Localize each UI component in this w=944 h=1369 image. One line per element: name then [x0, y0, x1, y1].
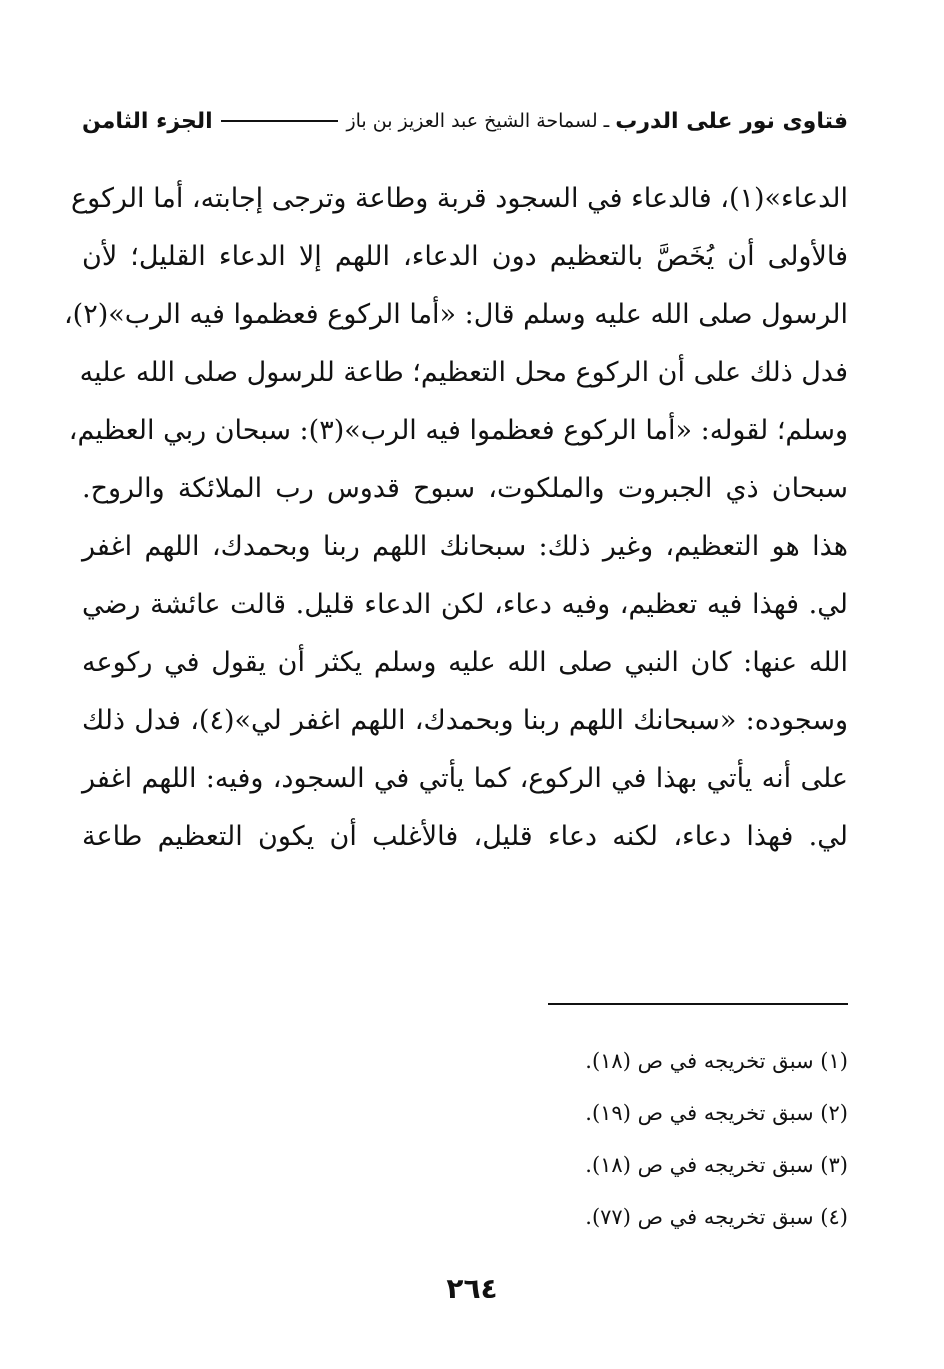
running-header	[82, 104, 848, 138]
footnote-item: (٣) سبق تخريجه في ص (١٨).	[585, 1153, 848, 1177]
text-line: سبحان ذي الجبروت والملكوت، سبوح قدوس رب الملائكة والروح.	[82, 473, 848, 504]
footnotes	[400, 1035, 848, 1243]
text-line: فدل ذلك على أن الركوع محل التعظيم؛ طاعة للرسول صلى الله عليه	[79, 357, 848, 388]
main-text	[63, 170, 848, 866]
text-line: فالأولى أن يُخَصَّ بالتعظيم دون الدعاء، اللهم إلا الدعاء القليل؛ لأن	[82, 241, 848, 272]
footnote-separator	[548, 1003, 848, 1005]
footnote-item: (٤) سبق تخريجه في ص (٧٧).	[585, 1205, 848, 1229]
text-line: لي. فهذا دعاء، لكنه دعاء قليل، فالأغلب أن يكون التعظيم طاعة	[82, 821, 848, 852]
text-line: الرسول صلى الله عليه وسلم قال: «أما الركوع فعظموا فيه الرب»(٢)،	[63, 299, 848, 330]
text-line: على أنه يأتي بهذا في الركوع، كما يأتي في السجود، وفيه: اللهم اغفر	[82, 763, 848, 794]
text-line: الله عنها: كان النبي صلى الله عليه وسلم يكثر أن يقول في ركوعه	[82, 647, 848, 678]
text-line: لي. فهذا فيه تعظيم، وفيه دعاء، لكن الدعاء قليل. قالت عائشة رضي	[82, 589, 848, 620]
volume-part: الجزء الثامن	[82, 108, 213, 134]
footnote-item: (٢) سبق تخريجه في ص (١٩).	[585, 1101, 848, 1125]
header-title-group	[346, 109, 848, 134]
text-line: هذا هو التعظيم، وغير ذلك: سبحانك اللهم ربنا وبحمدك، اللهم اغفر	[82, 531, 848, 562]
text-line: وسلم؛ لقوله: «أما الركوع فعظموا فيه الرب»(٣): سبحان ربي العظيم،	[68, 415, 848, 446]
header-rule	[221, 120, 339, 122]
series-title: فتاوى نور على الدرب	[615, 108, 848, 134]
footnote-item: (١) سبق تخريجه في ص (١٨).	[585, 1049, 848, 1073]
author-name: ـ لسماحة الشيخ عبد العزيز بن باز	[346, 110, 610, 132]
page-number: ٢٦٤	[446, 1272, 498, 1305]
text-line: وسجوده: «سبحانك اللهم ربنا وبحمدك، اللهم اغفر لي»(٤)، فدل ذلك	[82, 705, 848, 736]
text-line: الدعاء»(١)، فالدعاء في السجود قربة وطاعة وترجى إجابته، أما الركوع	[71, 183, 848, 214]
